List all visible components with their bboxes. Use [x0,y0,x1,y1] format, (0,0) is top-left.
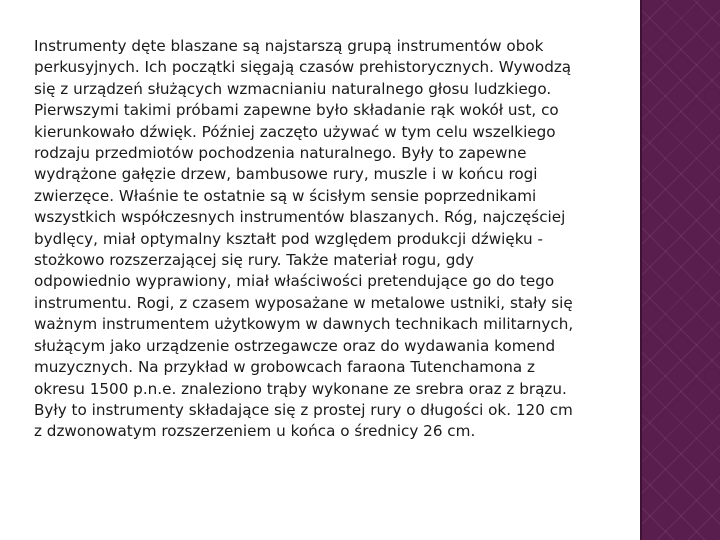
text-line: Pierwszymi takimi próbami zapewne było składanie rąk wokół ust, co [34,101,559,120]
text-line: stożkowo rozszerzającej się rury. Także materiał rogu, gdy [34,251,475,270]
text-line: zwierzęce. Właśnie te ostatnie są w ścisłym sensie poprzednikami [34,186,537,205]
decorative-side-panel [642,0,720,540]
text-line: perkusyjnych. Ich początki sięgają czasów prehistorycznych. Wywodzą [34,58,572,77]
text-line: Instrumenty dęte blaszane są najstarszą grupą instrumentów obok [34,37,544,55]
text-line: wydrążone gałęzie drzew, bambusowe rury, muszle i w końcu rogi [34,165,538,184]
text-line: z dzwonowatym rozszerzeniem u końca o średnicy 26 cm. [34,422,476,441]
text-line: muzycznych. Na przykład w grobowcach faraona Tutenchamona z [34,358,535,377]
body-text [34,36,626,443]
text-line: okresu 1500 p.n.e. znaleziono trąby wykonane ze srebra oraz z brązu. [34,379,567,398]
text-line: ważnym instrumentem użytkowym w dawnych technikach militarnych, [34,315,574,334]
text-line: wszystkich współczesnych instrumentów blaszanych. Róg, najczęściej [34,208,566,227]
text-line: Były to instrumenty składające się z prostej rury o długości ok. 120 cm [34,400,573,419]
text-line: odpowiednio wyprawiony, miał właściwości pretendujące go do tego [34,272,555,291]
text-line: się z urządzeń służących wzmacnianiu naturalnego głosu ludzkiego. [34,79,552,98]
text-line: bydlęcy, miał optymalny kształt pod względem produkcji dźwięku - [34,229,543,248]
text-line: rodzaju przedmiotów pochodzenia naturalnego. Były to zapewne [34,144,527,163]
text-line: instrumentu. Rogi, z czasem wyposażane w metalowe ustniki, stały się [34,293,573,312]
text-line: kierunkowało dźwięk. Później zaczęto używać w tym celu wszelkiego [34,122,556,141]
text-line: służącym jako urządzenie ostrzegawcze oraz do wydawania komend [34,336,556,355]
